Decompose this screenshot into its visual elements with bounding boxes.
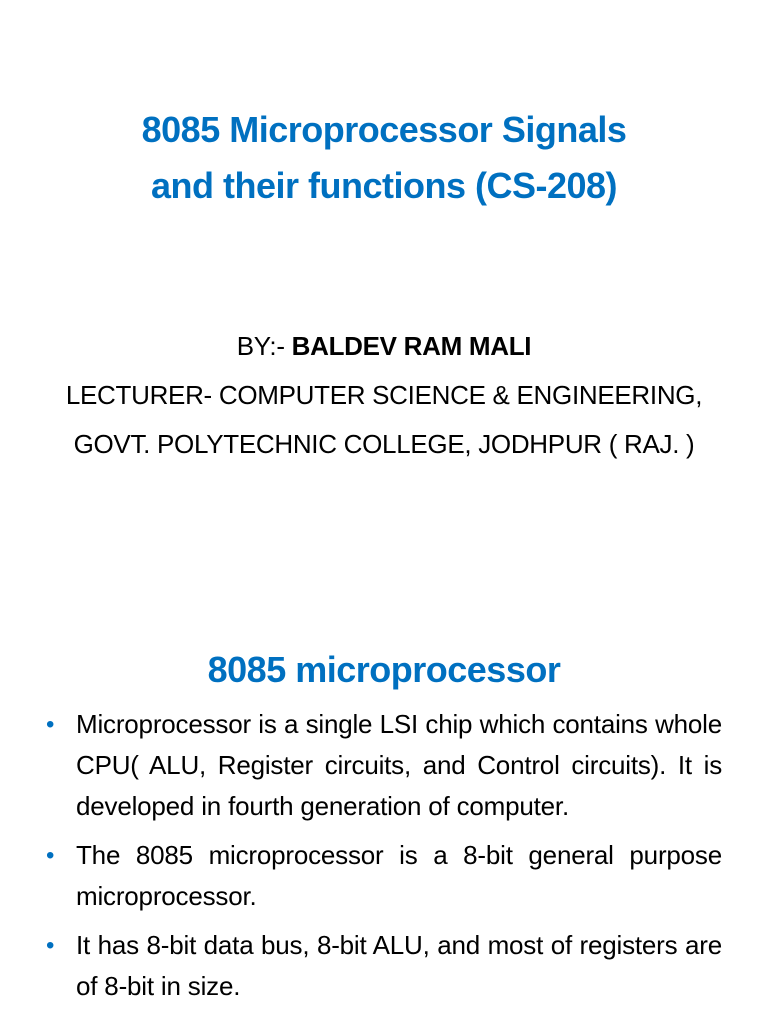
bullet-list [46,704,722,1015]
bullet-text: It has 8-bit data bus, 8-bit ALU, and most of registers are of 8-bit in size. [76,930,722,1001]
author-line [0,322,768,371]
bullet-text: Microprocessor is a single LSI chip which contains whole CPU( ALU, Register circuits, and Control circuits). It is developed in fourth generation of computer. [76,709,722,821]
bullet-dot-icon: • [46,711,55,738]
bullet-text: The 8085 microprocessor is a 8-bit general purpose microprocessor. [76,840,722,911]
bullet-dot-icon: • [46,842,55,869]
content-slide [0,576,768,1024]
list-item [46,835,722,917]
author-prefix: BY:- [236,331,292,361]
author-block [0,322,768,469]
author-position: LECTURER- COMPUTER SCIENCE & ENGINEERING, [65,380,703,410]
title-line-1: 8085 Microprocessor Signals [141,109,627,151]
author-institution: GOVT. POLYTECHNIC COLLEGE, JODHPUR ( RAJ. ) [73,429,695,459]
slide-title [0,102,768,214]
list-item [46,925,722,1007]
author-name: BALDEV RAM MALI [291,331,532,361]
slide-heading: 8085 microprocessor [207,648,561,690]
list-item [46,704,722,827]
title-line-2: and their functions (CS-208) [150,165,618,207]
bullet-dot-icon: • [46,932,55,959]
